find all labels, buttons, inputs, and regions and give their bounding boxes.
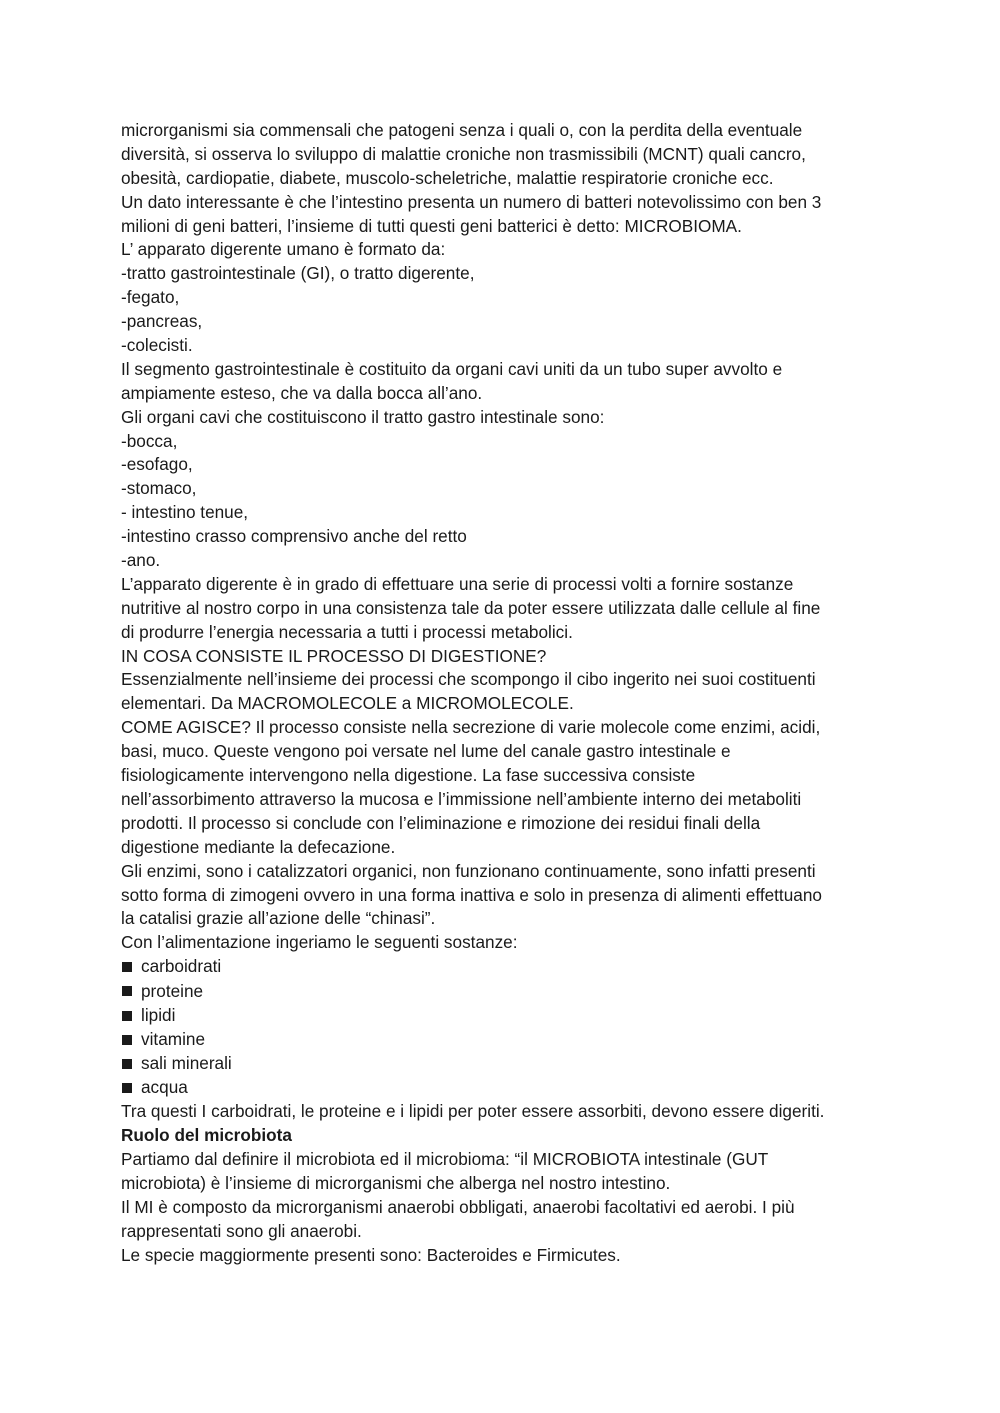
text-line: ampiamente esteso, che va dalla bocca all’ano. — [121, 382, 483, 403]
text-line: -stomaco, — [121, 478, 197, 499]
text-line: obesità, cardiopatie, diabete, muscolo-scheletriche, malattie respiratorie croniche ecc. — [121, 167, 774, 188]
text-line: -pancreas, — [121, 311, 203, 332]
text-line: COME AGISCE? Il processo consiste nella secrezione di varie molecole come enzimi, acidi, — [121, 717, 821, 738]
text-line: Il segmento gastrointestinale è costituito da organi cavi uniti da un tubo super avvolto e — [121, 358, 783, 379]
square-bullet-icon — [122, 1083, 132, 1093]
text-line: Le specie maggiormente presenti sono: Bacteroides e Firmicutes. — [121, 1244, 621, 1265]
text-line: -tratto gastrointestinale (GI), o tratto digerente, — [121, 263, 475, 284]
text-line: Partiamo dal definire il microbiota ed il microbioma: “il MICROBIOTA intestinale (GUT — [121, 1149, 769, 1170]
text-line: Gli organi cavi che costituiscono il tratto gastro intestinale sono: — [121, 406, 605, 427]
list-item — [121, 1052, 881, 1076]
text-line: -bocca, — [121, 430, 178, 451]
text-line: Con l’alimentazione ingeriamo le seguenti sostanze: — [121, 932, 518, 953]
list-item-label: carboidrati — [141, 956, 222, 977]
text-line: elementari. Da MACROMOLECOLE a MICROMOLECOLE. — [121, 693, 574, 714]
square-bullet-icon — [122, 986, 132, 996]
text-line: nell’assorbimento attraverso la mucosa e l’immissione nell’ambiente interno dei metaboliti — [121, 788, 802, 809]
document-page — [121, 119, 881, 1268]
list-item-label: proteine — [141, 980, 204, 1001]
text-line: -esofago, — [121, 454, 193, 475]
text-line: digestione mediante la defecazione. — [121, 836, 396, 857]
text-line: microrganismi sia commensali che patogeni senza i quali o, con la perdita della eventuale — [121, 120, 803, 140]
text-line: sotto forma di zimogeni ovvero in una forma inattiva e solo in presenza di alimenti effettuano — [121, 884, 822, 905]
list-item — [121, 1004, 881, 1028]
text-line: -ano. — [121, 550, 161, 571]
square-bullet-icon — [122, 1011, 132, 1021]
list-item — [121, 1028, 881, 1052]
list-item-label: acqua — [141, 1077, 188, 1098]
microbiota-section — [121, 1148, 881, 1267]
text-line: milioni di geni batteri, l’insieme di tutti questi geni batterici è detto: MICROBIOMA. — [121, 215, 742, 236]
text-line: IN COSA CONSISTE IL PROCESSO DI DIGESTIONE? — [121, 645, 547, 666]
text-line: rappresentati sono gli anaerobi. — [121, 1220, 362, 1241]
square-bullet-icon — [122, 1059, 132, 1069]
intro-paragraphs — [121, 119, 881, 955]
text-line: microbiota) è l’insieme di microrganismi che alberga nel nostro intestino. — [121, 1172, 671, 1193]
text-line: -fegato, — [121, 287, 180, 308]
text-line: Gli enzimi, sono i catalizzatori organici, non funzionano continuamente, sono infatti presenti — [121, 860, 816, 881]
text-line: -intestino crasso comprensivo anche del retto — [121, 526, 467, 547]
nutrients-list — [121, 955, 881, 1100]
list-item — [121, 955, 881, 979]
text-line: basi, muco. Queste vengono poi versate nel lume del canale gastro intestinale e — [121, 741, 731, 762]
text-line: di produrre l’energia necessaria a tutti i processi metabolici. — [121, 621, 573, 642]
list-item — [121, 1076, 881, 1100]
text-line: L’ apparato digerente umano è formato da: — [121, 239, 446, 260]
text-line: L’apparato digerente è in grado di effettuare una serie di processi volti a fornire sostanze — [121, 573, 794, 594]
text-line: -colecisti. — [121, 335, 193, 356]
list-item — [121, 979, 881, 1003]
text-line: Essenzialmente nell’insieme dei processi che scompongo il cibo ingerito nei suoi costituenti — [121, 669, 816, 690]
text-line: la catalisi grazie all’azione delle “chinasi”. — [121, 908, 436, 929]
text-line: Tra questi I carboidrati, le proteine e i lipidi per poter essere assorbiti, devono essere digeriti. — [121, 1101, 825, 1122]
square-bullet-icon — [122, 1035, 132, 1045]
text-line: Un dato interessante è che l’intestino presenta un numero di batteri notevolissimo con ben 3 — [121, 191, 822, 212]
text-line: Il MI è composto da microrganismi anaerobi obbligati, anaerobi facoltativi ed aerobi. I più — [121, 1196, 795, 1217]
text-line: diversità, si osserva lo sviluppo di malattie croniche non trasmissibili (MCNT) quali cancro, — [121, 143, 806, 164]
square-bullet-icon — [122, 962, 132, 972]
section-heading: Ruolo del microbiota — [121, 1125, 292, 1146]
text-line: - intestino tenue, — [121, 502, 249, 523]
list-item-label: lipidi — [141, 1004, 176, 1025]
text-line: prodotti. Il processo si conclude con l’eliminazione e rimozione dei residui finali della — [121, 812, 761, 833]
text-line: fisiologicamente intervengono nella digestione. La fase successiva consiste — [121, 765, 696, 786]
list-item-label: sali minerali — [141, 1053, 232, 1074]
text-line: nutritive al nostro corpo in una consistenza tale da poter essere utilizzata dalle cellule al fine — [121, 597, 821, 618]
list-item-label: vitamine — [141, 1028, 205, 1049]
